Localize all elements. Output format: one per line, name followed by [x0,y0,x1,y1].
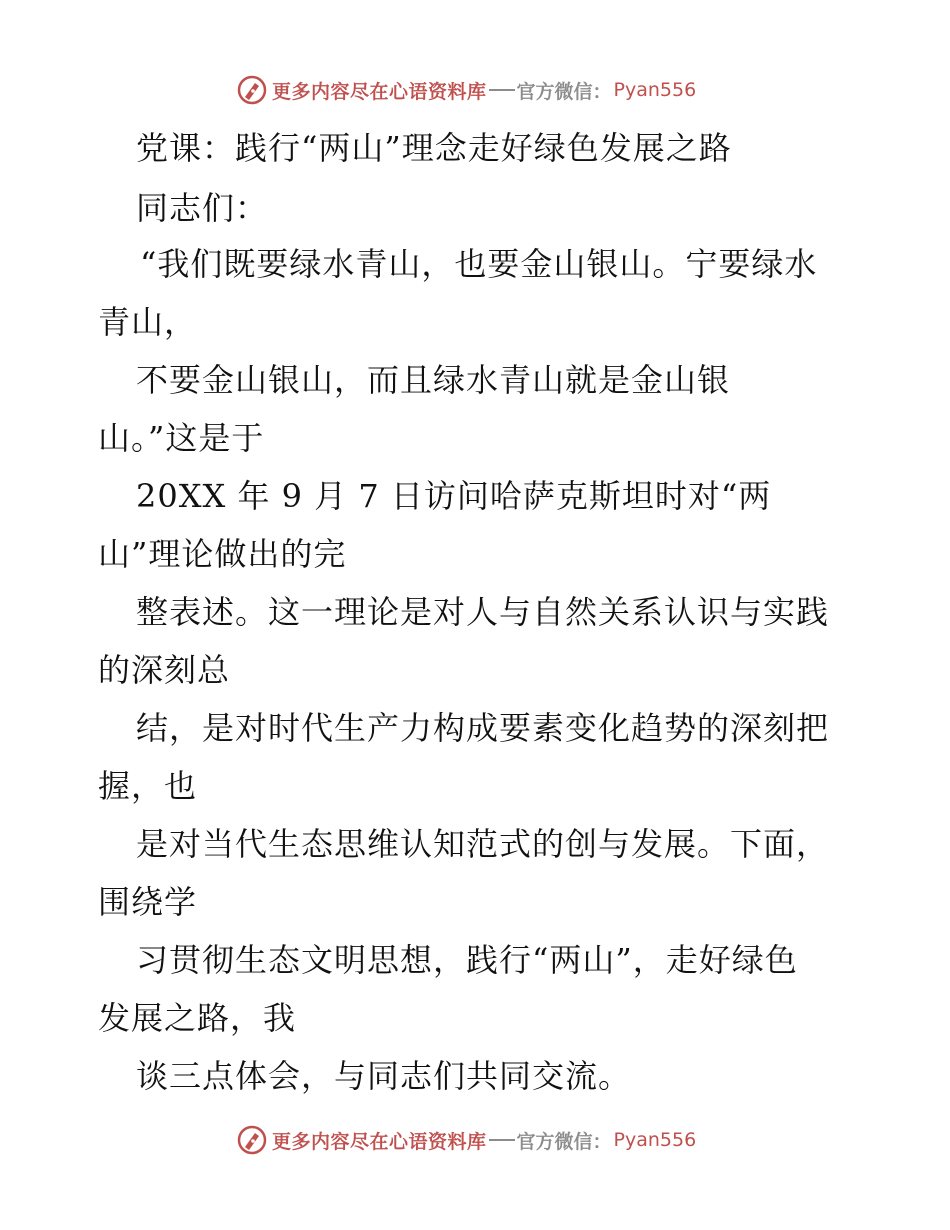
body-line: “我们既要绿水青山，也要金山银山。宁要绿水 [140,245,818,283]
document-title: 党课：践行“两山”理念走好绿色发展之路 [136,129,732,167]
pen-nib-circle-icon [236,1124,268,1156]
body-line: 是对当代生态思维认知范式的创与发展。下面， [136,825,830,863]
body-line: 20XX 年 9 月 7 日访问哈萨克斯坦时对“两 [136,477,772,515]
pen-nib-circle-icon [236,74,268,106]
watermark-text: 更多内容尽在心语资料库 [272,1130,487,1153]
body-line: 山”理论做出的完 [98,535,347,573]
watermark-separator [489,1139,515,1141]
watermark-id: Pyan556 [613,79,697,101]
body-line: 围绕学 [98,883,198,921]
body-line: 结，是对时代生产力构成要素变化趋势的深刻把 [136,709,830,747]
body-line: 青山， [98,303,198,341]
salutation: 同志们： [136,189,269,227]
body-line: 习贯彻生态文明思想，践行“两山”，走好绿色 [136,941,798,979]
footer-watermark [236,1122,696,1158]
body-line: 山。”这是于 [98,419,265,457]
header-watermark [236,72,696,108]
watermark-suffix: 官方微信： [516,80,612,103]
body-line: 的深刻总 [98,651,231,689]
body-line: 整表述。这一理论是对人与自然关系认识与实践 [136,593,830,631]
watermark-suffix: 官方微信： [516,1130,612,1153]
body-line: 握，也 [98,767,198,805]
body-line: 发展之路，我 [98,999,297,1037]
body-line: 谈三点体会，与同志们共同交流。 [136,1057,632,1095]
watermark-text: 更多内容尽在心语资料库 [272,80,487,103]
body-line: 不要金山银山，而且绿水青山就是金山银 [136,361,731,399]
watermark-separator [489,89,515,91]
watermark-id: Pyan556 [613,1129,697,1151]
